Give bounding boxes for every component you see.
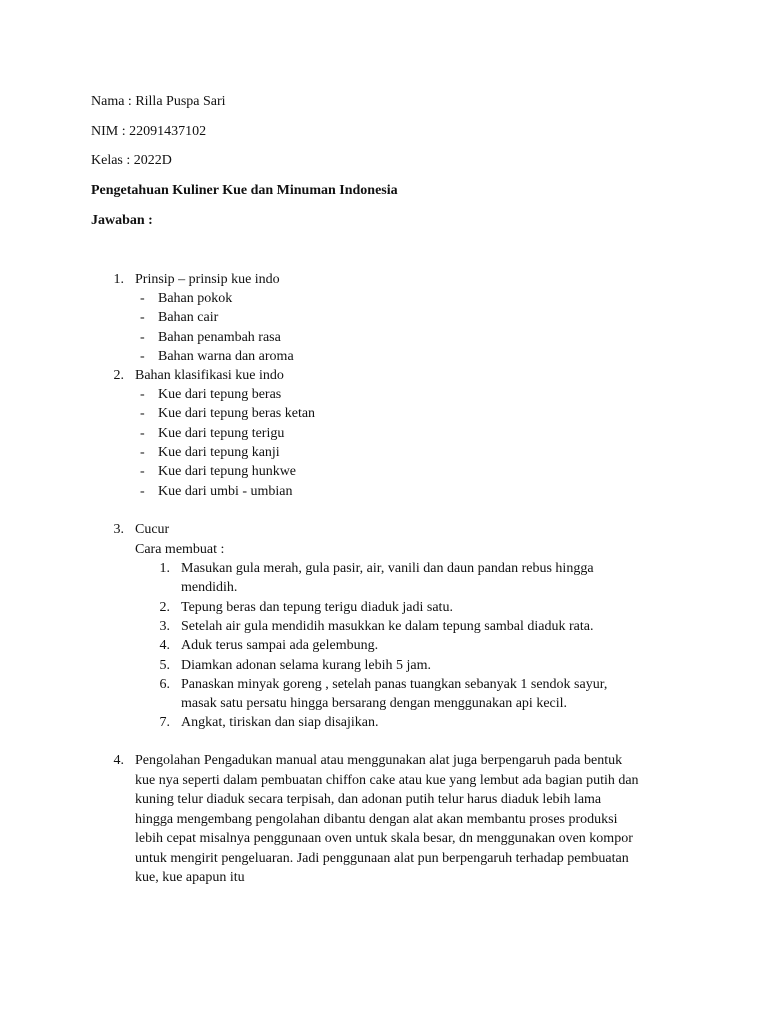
q3-step-text: Setelah air gula mendidih masukkan ke dalam tepung sambal diaduk rata. xyxy=(181,618,594,634)
q3-step-text: Masukan gula merah, gula pasir, air, vanili dan daun pandan rebus hingga xyxy=(181,561,594,576)
q3-title: Cucur xyxy=(135,522,170,537)
q2-list-dash: - xyxy=(140,406,145,422)
q3-step-number: 7. xyxy=(159,715,170,731)
q3-subtitle: Cara membuat : xyxy=(135,542,225,557)
q2-list-dash: - xyxy=(140,387,145,402)
q3-step-number: 5. xyxy=(159,657,170,673)
answer-heading: Jawaban : xyxy=(91,213,153,228)
q2-list-item: Kue dari tepung beras ketan xyxy=(158,406,316,422)
q3-step-text: Diamkan adonan selama kurang lebih 5 jam. xyxy=(181,657,431,673)
q4-line: kuning telur diaduk secara terpisah, dan adonan putih telur harus diaduk lebih lama xyxy=(135,792,602,807)
document-title: Pengetahuan Kuliner Kue dan Minuman Indonesia xyxy=(91,183,398,198)
q3-step-number: 6. xyxy=(159,676,170,692)
q3-number: 3. xyxy=(113,522,124,537)
q2-list-dash: - xyxy=(140,425,145,441)
q4-line: lebih cepat misalnya penggunaan oven untuk skala besar, dn menggunakan oven kompor xyxy=(135,831,633,846)
student-class: Kelas : 2022D xyxy=(91,153,172,168)
q1-list-dash: - xyxy=(140,329,145,345)
q3-step-number: 1. xyxy=(159,561,170,576)
q2-list-dash: - xyxy=(140,444,145,460)
q4-line: Pengolahan Pengadukan manual atau menggunakan alat juga berpengaruh pada bentuk xyxy=(135,753,623,768)
q3-step-text: Tepung beras dan tepung terigu diaduk jadi satu. xyxy=(181,599,453,615)
q2-list-item: Kue dari tepung hunkwe xyxy=(158,464,297,480)
q2-number: 2. xyxy=(113,368,124,383)
q1-number: 1. xyxy=(113,272,124,287)
q2-list-item: Kue dari tepung beras xyxy=(158,387,282,402)
q1-list-dash: - xyxy=(140,348,145,364)
q3-step-number: 2. xyxy=(159,599,170,615)
q2-list-item: Kue dari tepung kanji xyxy=(158,444,280,460)
q3-step-text: masak satu persatu hingga bersarang dengan menggunakan api kecil. xyxy=(181,696,568,712)
q1-list-dash: - xyxy=(140,291,145,306)
q1-list-item: Bahan pokok xyxy=(158,291,233,306)
q3-step-text: Angkat, tiriskan dan siap disajikan. xyxy=(181,715,379,731)
student-name: Nama : Rilla Puspa Sari xyxy=(91,94,226,109)
q1-list-item: Bahan warna dan aroma xyxy=(158,348,294,364)
q2-list-dash: - xyxy=(140,464,145,480)
q3-step-text: Aduk terus sampai ada gelembung. xyxy=(181,638,379,654)
q4-number: 4. xyxy=(113,753,124,768)
q1-list-item: Bahan penambah rasa xyxy=(158,329,281,345)
q2-list-item: Kue dari tepung terigu xyxy=(158,425,285,441)
q2-title: Bahan klasifikasi kue indo xyxy=(135,368,284,383)
q1-title: Prinsip – prinsip kue indo xyxy=(135,272,280,287)
q4-line: untuk mengirit pengeluaran. Jadi penggunaan alat pun berpengaruh terhadap pembuatan xyxy=(135,850,629,866)
student-nim: NIM : 22091437102 xyxy=(91,124,207,139)
q4-line: kue nya seperti dalam pembuatan chiffon cake atau kue yang lembut ada bagian putih dan xyxy=(135,772,639,788)
q1-list-dash: - xyxy=(140,310,145,326)
q4-line: hingga mengembang pengolahan dibantu dengan alat akan membantu proses produksi xyxy=(135,811,618,827)
q3-step-text: mendidih. xyxy=(181,580,238,596)
q3-step-text: Panaskan minyak goreng , setelah panas tuangkan sebanyak 1 sendok sayur, xyxy=(181,676,608,692)
q3-step-number: 4. xyxy=(159,638,170,654)
q3-step-number: 3. xyxy=(159,618,170,634)
q2-list-dash: - xyxy=(140,483,145,499)
q1-list-item: Bahan cair xyxy=(158,310,219,326)
q4-line: kue, kue apapun itu xyxy=(135,870,245,885)
q2-list-item: Kue dari umbi - umbian xyxy=(158,483,293,499)
